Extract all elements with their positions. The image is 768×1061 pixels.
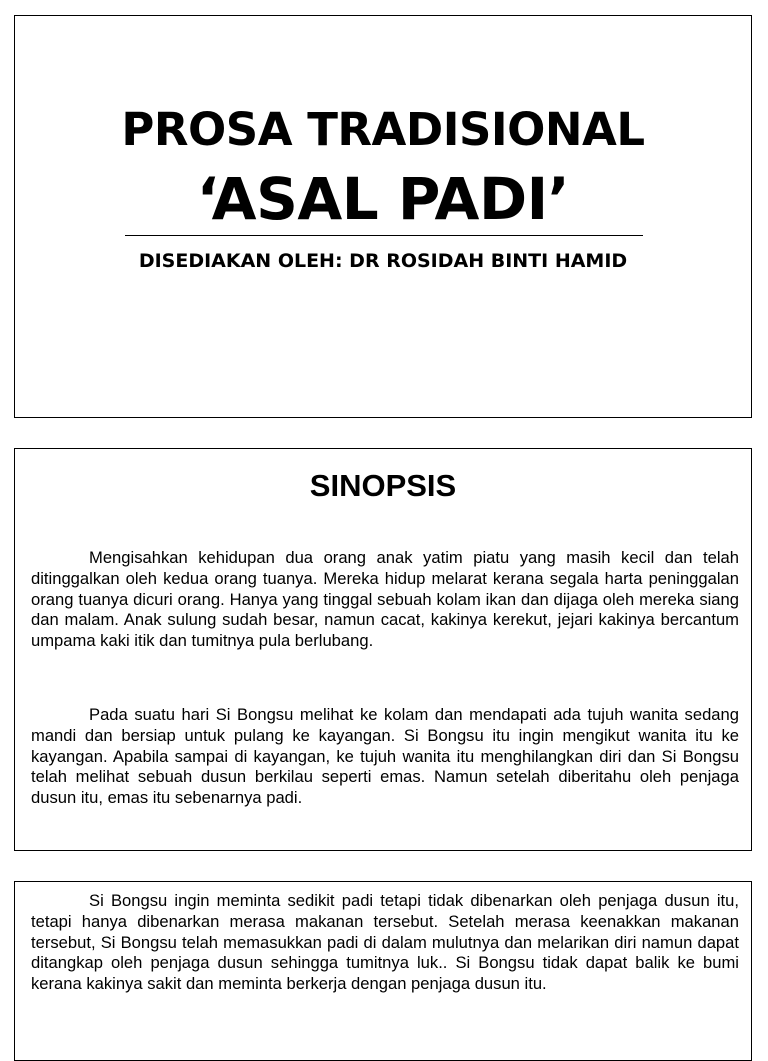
title-line-2: ‘ASAL PADI’: [196, 165, 570, 233]
synopsis-paragraph-3: Si Bongsu ingin meminta sedikit padi tetapi tidak dibenarkan oleh penjaga dusun itu, tetapi hanya dibenarkan merasa makanan tersebut. Setelah merasa keenakkan makanan tersebut, Si Bongsu telah memasukkan padi di dalam mulutnya dan melarikan diri namun dapat ditangkap oleh penjaga dusun sehingga tumitnya luk.. Si Bongsu tidak dapat balik ke bumi kerana kakinya sakit dan meminta berkerja dengan penjaga dusun itu.: [31, 891, 739, 994]
title-divider: [125, 235, 643, 236]
title-line-1: PROSA TRADISIONAL: [121, 103, 645, 156]
title-slide: [14, 15, 752, 418]
synopsis-heading: SINOPSIS: [309, 468, 457, 503]
synopsis-paragraph-1: Mengisahkan kehidupan dua orang anak yatim piatu yang masih kecil dan telah ditinggalkan oleh kedua orang tuanya. Mereka hidup melarat kerana segala harta peninggalan orang tuanya dicuri orang. Hanya yang tinggal sebuah kolam ikan dan dijaga oleh mereka siang dan malam. Anak sulung sudah besar, namun cacat, kakinya kerekut, jejari kakinya bercantum umpama kaki itik dan tumitnya pula berlubang.: [31, 548, 739, 651]
synopsis-slide: [14, 448, 752, 851]
synopsis-paragraph-2: Pada suatu hari Si Bongsu melihat ke kolam dan mendapati ada tujuh wanita sedang mandi dan bersiap untuk pulang ke kayangan. Si Bongsu itu ingin mengikut wanita itu ke kayangan. Apabila sampai di kayangan, ke tujuh wanita itu menghilangkan diri dan Si Bongsu telah melihat sebuah dusun berkilau seperti emas. Namun setelah diberitahu oleh penjaga dusun itu, emas itu sebenarnya padi.: [31, 705, 739, 808]
author-byline: DISEDIAKAN OLEH: DR ROSIDAH BINTI HAMID: [138, 250, 628, 272]
synopsis-continued-slide: [14, 881, 752, 1061]
